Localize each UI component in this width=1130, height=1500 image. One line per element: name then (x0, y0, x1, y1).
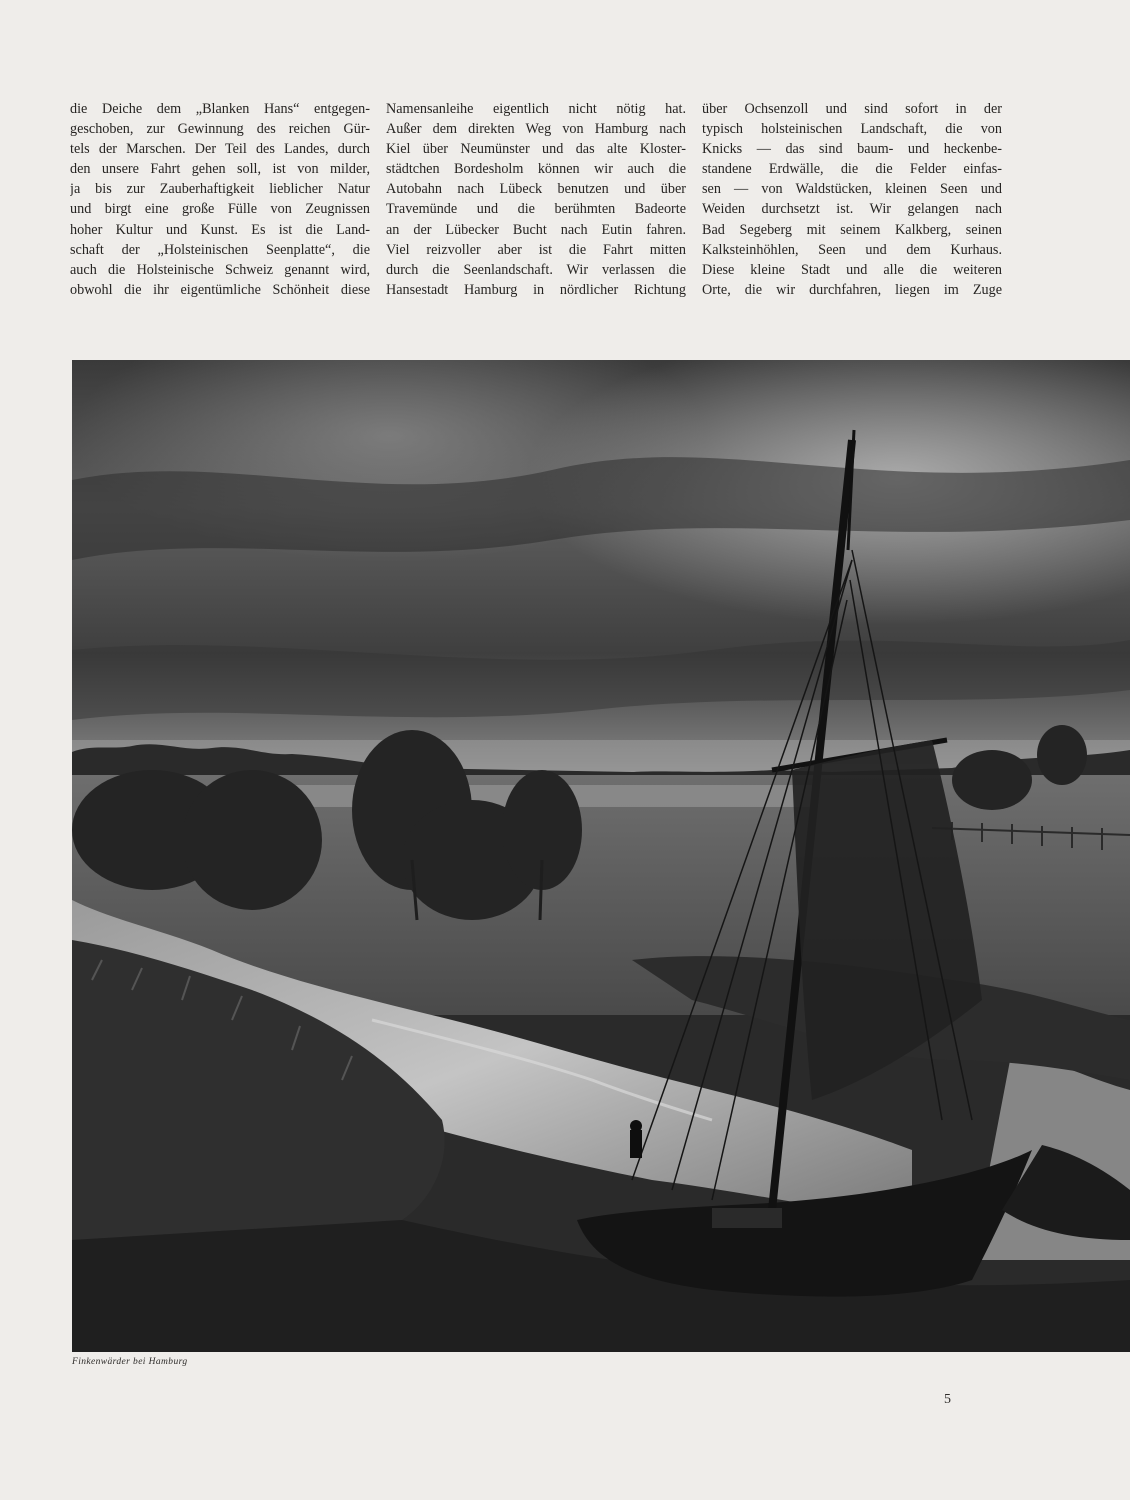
photo-illustration (72, 360, 1130, 1352)
text-line: Namensanleihe eigentlich nicht nötig hat. (386, 101, 686, 117)
text-line: Autobahn nach Lübeck benutzen und über (386, 181, 686, 198)
text-line: an der Lübecker Bucht nach Eutin fahren. (386, 221, 686, 238)
text-column-3 (702, 99, 1002, 300)
text-columns (70, 99, 1002, 300)
page-number: 5 (944, 1392, 951, 1407)
text-column-2 (386, 99, 686, 300)
text-line: tels der Marschen. Der Teil des Landes, durch (70, 141, 370, 158)
landscape-photo (72, 360, 1130, 1352)
text-line: über Ochsenzoll und sind sofort in der (702, 101, 1002, 117)
text-column-1 (70, 99, 370, 300)
photo-caption: Finkenwärder bei Hamburg (72, 1357, 188, 1367)
text-line: Bad Segeberg mit seinem Kalkberg, seinen (702, 221, 1002, 238)
text-line: die Deiche dem „Blanken Hans“ entgegen- (70, 101, 370, 117)
text-line: Travemünde und die berühmten Badeorte (386, 201, 686, 218)
text-line: sen — von Waldstücken, kleinen Seen und (702, 181, 1002, 198)
text-line: hoher Kultur und Kunst. Es ist die Land- (70, 221, 370, 238)
text-line: und birgt eine große Fülle von Zeugnissen (70, 201, 370, 218)
text-line: typisch holsteinischen Landschaft, die von (702, 121, 1002, 138)
clouds-light-left (72, 360, 1130, 780)
deck-hatch (712, 1208, 782, 1228)
sailor-head (630, 1120, 642, 1132)
text-line: Knicks — das sind baum- und heckenbe- (702, 141, 1002, 158)
text-line: Kalksteinhöhlen, Seen und dem Kurhaus. (702, 241, 1002, 258)
text-line: Orte, die wir durchfahren, liegen im Zuge (702, 281, 1002, 298)
text-line: städtchen Bordesholm können wir auch die (386, 161, 686, 178)
text-line: Außer dem direkten Weg von Hamburg nach (386, 121, 686, 138)
text-line: Kiel über Neumünster und das alte Kloster- (386, 141, 686, 158)
text-line: den unsere Fahrt gehen soll, ist von milder, (70, 161, 370, 178)
text-line: Weiden durchsetzt ist. Wir gelangen nach (702, 201, 1002, 218)
text-line: geschoben, zur Gewinnung des reichen Gür- (70, 121, 370, 138)
text-line: Hansestadt Hamburg in nördlicher Richtung (386, 281, 686, 298)
text-line: schaft der „Holsteinischen Seenplatte“, die (70, 241, 370, 258)
text-line: Diese kleine Stadt und alle die weiteren (702, 261, 1002, 278)
text-line: ja bis zur Zauberhaftigkeit lieblicher Natur (70, 181, 370, 198)
text-line: Viel reizvoller aber ist die Fahrt mitten (386, 241, 686, 258)
text-line: auch die Holsteinische Schweiz genannt wird, (70, 261, 370, 278)
sailor-figure (630, 1130, 642, 1158)
text-line: obwohl die ihr eigentümliche Schönheit diese (70, 281, 370, 298)
text-line: standene Erdwälle, die die Felder einfas- (702, 161, 1002, 178)
text-line: durch die Seenlandschaft. Wir verlassen die (386, 261, 686, 278)
